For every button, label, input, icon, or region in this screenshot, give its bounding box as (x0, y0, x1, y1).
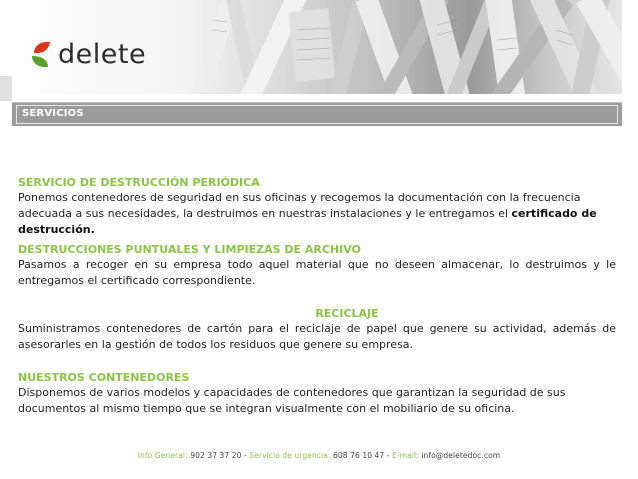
shredder-leaf-icon (30, 39, 56, 69)
service-one-off-destruction (18, 243, 616, 289)
footer-info-label: Info General: (137, 451, 188, 460)
service-description: Suministramos contenedores de cartón para el reciclaje de papel que genere su actividad, además de asesorarles en la gestión de todos los residuos que genere su empresa. (18, 322, 616, 351)
footer-info-phone[interactable]: 902 37 37 20 (190, 451, 242, 460)
footer-urgent-phone[interactable]: 608 76 10 47 (333, 451, 385, 460)
section-title: SERVICIOS (22, 108, 84, 119)
service-description: Disponemos de varios modelos y capacidades de contenedores que garantizan la seguridad de sus documentos al mismo tiempo que se integran visualmente con el mobiliario de su oficina. (18, 386, 566, 415)
footer-email-link[interactable]: info@deletedoc.com (421, 451, 501, 460)
service-title: RECICLAJE (315, 307, 379, 320)
section-bar-frame (16, 105, 618, 124)
service-periodic-destruction (18, 176, 616, 238)
service-title: NUESTROS CONTENEDORES (18, 371, 190, 384)
service-title: SERVICIO DE DESTRUCCIÓN PERIÓDICA (18, 176, 260, 189)
section-bar (12, 102, 622, 126)
footer-separator: - (384, 451, 393, 460)
service-containers (18, 371, 616, 417)
logo[interactable] (30, 34, 146, 74)
service-text-strong: certificado de destrucción. (18, 207, 597, 236)
service-description: Pasamos a recoger en su empresa todo aquel material que no deseen almacenar, lo destruimos y le entregamos el certificado correspondiente. (18, 258, 616, 287)
header-banner (12, 0, 622, 94)
footer (0, 451, 638, 460)
footer-urgent-label: Servicio de urgencia: (249, 451, 331, 460)
service-text: Ponemos contenedores de seguridad en sus oficinas y recogemos la documentación con la frecuencia adecuada a sus necesidades, la destruimos en nuestras instalaciones y le entregamos el (18, 191, 581, 220)
service-title: DESTRUCCIONES PUNTUALES Y LIMPIEZAS DE ARCHIVO (18, 243, 361, 256)
logo-text: delete (58, 38, 147, 70)
decorative-strip (0, 76, 12, 101)
service-description (18, 190, 616, 238)
footer-email-label: E-mail: (392, 451, 419, 460)
service-recycling (18, 307, 616, 353)
footer-separator: - (241, 451, 250, 460)
